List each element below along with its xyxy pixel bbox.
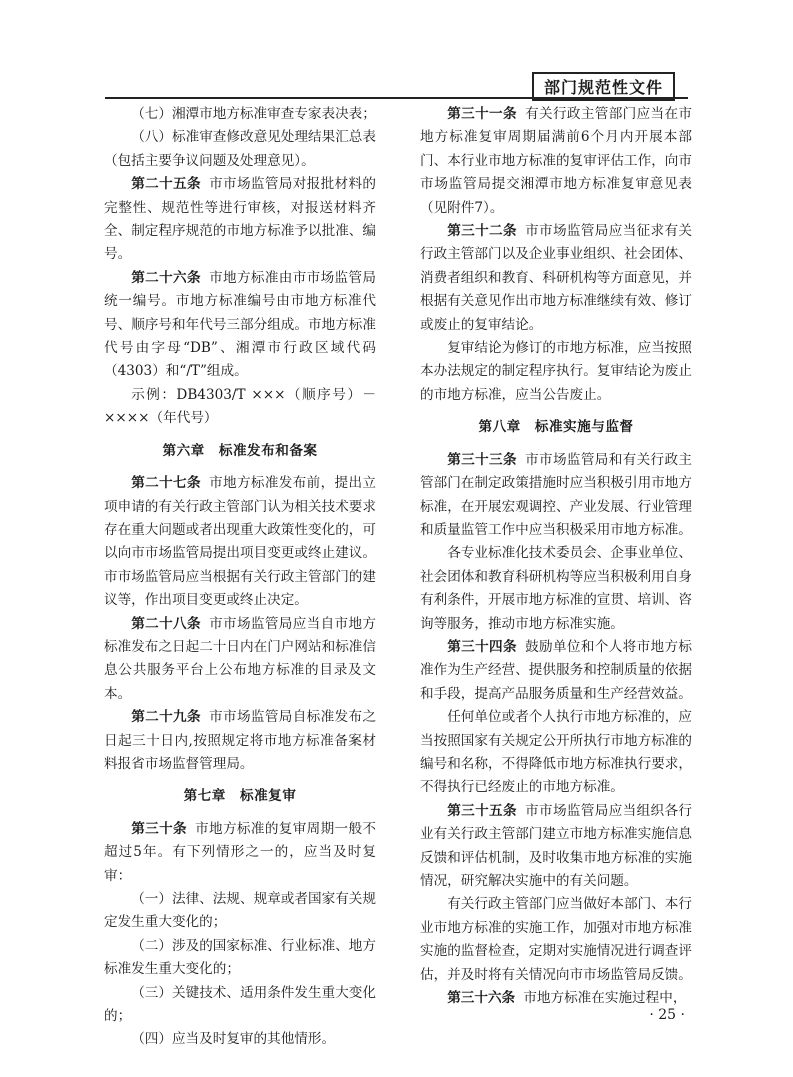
- article-number: 第二十六条: [131, 269, 201, 286]
- article-paragraph: [420, 220, 692, 337]
- paragraph: 各专业标准化技术委员会、企事业单位、社会团体和教育科研机构等应当积极利用自身有利条件，开展市地方标准的宣贯、培训、咨询等服务，推动市地方标准实施。: [420, 545, 692, 632]
- article-paragraph: [420, 636, 692, 706]
- paragraph: （三）关键技术、适用条件发生重大变化的；: [104, 984, 376, 1025]
- article-text: 市市场监管局应当征求有关行政主管部门以及企业事业组织、社会团体、消费者组织和教育、科研机构等方面意见，并根据有关意见作出市地方标准继续有效、修订或废止的复审结论。: [420, 223, 693, 333]
- article-number: 第三十条: [131, 820, 187, 837]
- article-number: 第二十八条: [131, 615, 201, 632]
- article-paragraph: [104, 472, 376, 612]
- paragraph: 任何单位或者个人执行市地方标准的，应当按照国家有关规定公开所执行市地方标准的编号和名称，不得降低市地方标准执行要求，不得执行已经废止的市地方标准。: [420, 709, 692, 796]
- article-paragraph: [104, 818, 376, 888]
- article-number: 第三十四条: [447, 638, 517, 655]
- article-paragraph: [104, 613, 376, 707]
- article-text: 市地方标准由市市场监管局统一编号。市地方标准编号由市地方标准代号、顺序号和年代号三部分组成。市地方标准代号由字母“DB”、湘潭市行政区域代码（4303）和“/T”组成。: [104, 269, 377, 380]
- article-paragraph: [420, 449, 692, 543]
- article-number: 第三十五条: [447, 802, 517, 819]
- article-text: 市市场监管局应当自市地方标准发布之日起二十日内在门户网站和标准信息公共服务平台上公布地方标准的目录及文本。: [104, 615, 377, 702]
- chapter-heading: 第八章 标准实施与监督: [478, 419, 634, 436]
- article-number: 第三十二条: [447, 223, 517, 240]
- right-column: [420, 103, 692, 1010]
- article-text: 市市场监管局和有关行政主管部门在制定政策措施时应当积极引用市地方标准，在开展宏观调控、产业发展、行业管理和质量监管工作中应当积极采用市地方标准。: [420, 451, 693, 538]
- article-number: 第二十七条: [131, 475, 201, 492]
- section-tag: 部门规范性文件: [532, 72, 675, 101]
- header-rule: [105, 97, 688, 99]
- article-text: 有关行政主管部门应当在市地方标准复审周期届满前6个月内开展本部门、本行业市地方标准的复审评估工作，向市市场监管局提交湘潭市地方标准复审意见表（见附件7）。: [420, 106, 693, 216]
- article-paragraph: [420, 103, 692, 220]
- article-text: 市地方标准的复审周期一般不超过5年。有下列情形之一的，应当及时复审：: [104, 820, 376, 884]
- chapter-heading: 第六章 标准发布和备案: [162, 442, 318, 459]
- article-paragraph: [104, 267, 376, 384]
- paragraph: （八）标准审查修改意见处理结果汇总表（包括主要争议问题及处理意见）。: [104, 129, 376, 169]
- article-text: 市市场监管局应当组织各行业有关行政主管部门建立市地方标准实施信息反馈和评估机制，及时收集市地方标准的实施情况，研究解决实施中的有关问题。: [420, 802, 693, 889]
- article-paragraph: [420, 800, 692, 894]
- paragraph: （一）法律、法规、规章或者国家有关规定发生重大变化的；: [104, 891, 376, 931]
- article-paragraph: [104, 173, 376, 267]
- article-number: 第二十九条: [131, 709, 201, 726]
- paragraph: 示例：DB4303/T ×××（顺序号）－××××（年代号）: [104, 386, 376, 427]
- article-text: 市市场监管局对报批材料的完整性、规范性等进行审核，对报送材料齐全、制定程序规范的市地方标准予以批准、编号。: [104, 176, 377, 263]
- article-text: 市市场监管局自标准发布之日起三十日内,按照规定将市地方标准备案材料报省市场监督管理局。: [104, 709, 377, 772]
- article-number: 第三十六条: [447, 990, 516, 1007]
- page-number: · 25 ·: [649, 1007, 685, 1023]
- paragraph: 有关行政主管部门应当做好本部门、本行业市地方标准的实施工作，加强对市地方标准实施的监督检查，定期对实施情况进行调查评估，并及时将有关情况向市市场监管局反馈。: [420, 896, 692, 983]
- article-paragraph: [104, 706, 376, 776]
- article-number: 第三十三条: [447, 451, 517, 468]
- paragraph: （二）涉及的国家标准、行业标准、地方标准发生重大变化的；: [104, 937, 376, 978]
- article-text: 市地方标准在实施过程中，: [523, 990, 687, 1007]
- left-column: [104, 103, 376, 1052]
- paragraph: 复审结论为修订的市地方标准，应当按照本办法规定的制定程序执行。复审结论为废止的市地方标准，应当公告废止。: [420, 340, 692, 403]
- chapter-heading: 第七章 标准复审: [183, 788, 297, 805]
- paragraph: （四）应当及时复审的其他情形。: [131, 1031, 336, 1048]
- article-text: 市地方标准发布前，提出立项申请的有关行政主管部门认为相关技术要求存在重大问题或者出现重大政策性变化的，可以向市市场监管局提出项目变更或终止建议。市市场监管局应当根据有关行政主管部门的建议等，作出项目变更或终止决定。: [104, 475, 377, 609]
- article-number: 第二十五条: [131, 176, 201, 193]
- article-text: 鼓励单位和个人将市地方标准作为生产经营、提供服务和控制质量的依据和手段，提高产品服务质量和生产经营效益。: [420, 638, 693, 702]
- paragraph: （七）湘潭市地方标准审查专家表决表；: [131, 106, 376, 122]
- article-number: 第三十一条: [447, 106, 517, 122]
